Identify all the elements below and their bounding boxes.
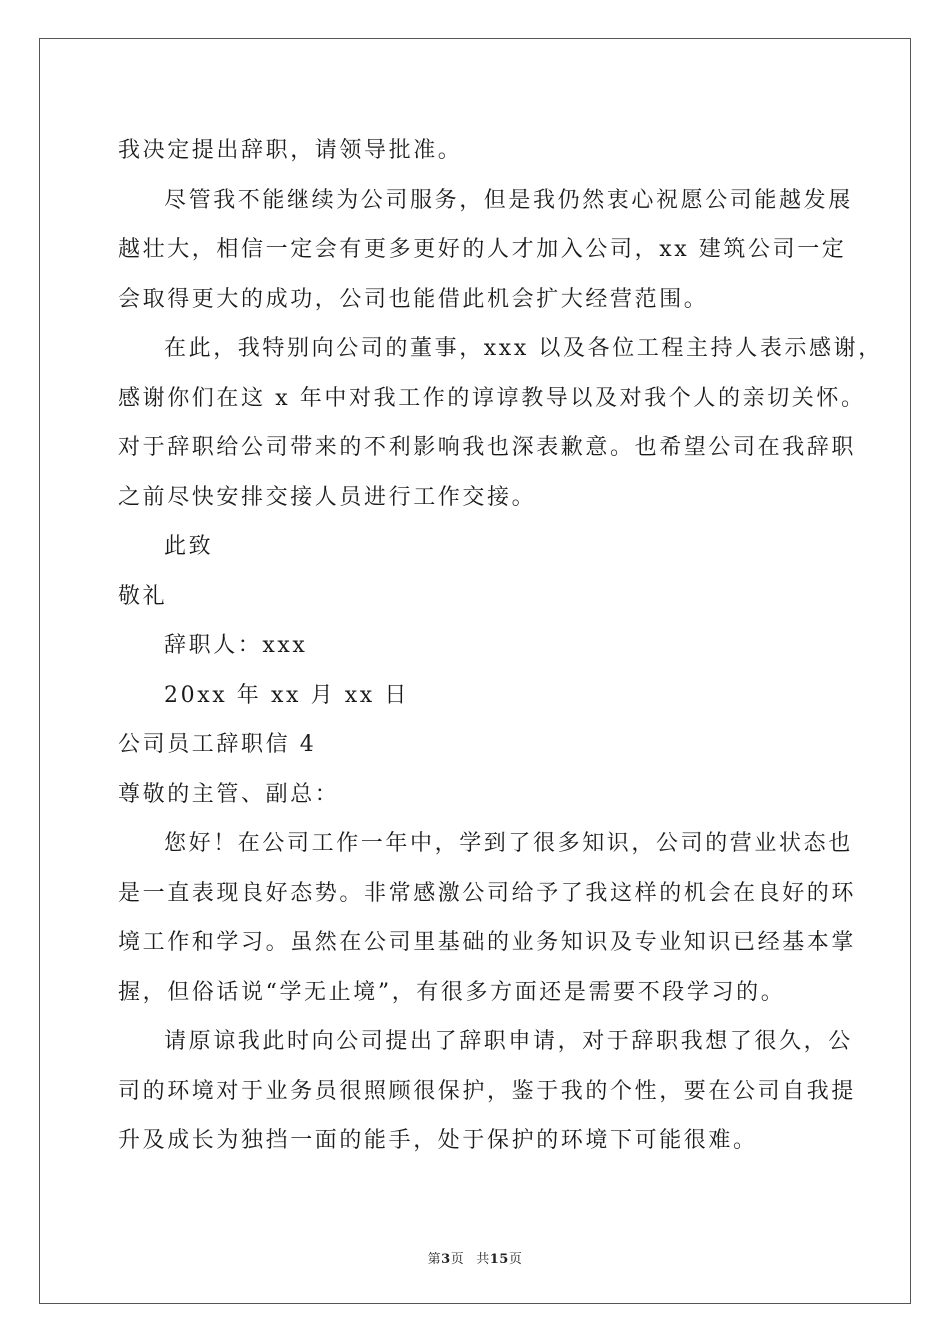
- text-line: 司的环境对于业务员很照顾很保护，鉴于我的个性，要在公司自我提: [118, 1078, 857, 1104]
- salutation-closing: 此致: [164, 534, 214, 559]
- date-line: 20xx 年 xx 月 xx 日: [164, 682, 410, 708]
- total-prefix: 共: [476, 1252, 490, 1267]
- document-body: [118, 126, 883, 1166]
- text-line: 对于辞职给公司带来的不利影响我也深表歉意。也希望公司在我辞职: [118, 435, 857, 460]
- total-suffix: 页: [508, 1252, 523, 1267]
- text-line: 境工作和学习。虽然在公司里基础的业务知识及专业知识已经基本掌: [118, 930, 857, 955]
- text-line: 我决定提出辞职，请领导批准。: [118, 138, 463, 163]
- total-pages: 15: [489, 1252, 509, 1267]
- signature-line: 辞职人：xxx: [164, 633, 308, 658]
- text-line: 请原谅我此时向公司提出了辞职申请，对于辞职我想了很久，公: [164, 1029, 853, 1054]
- page-suffix: 页: [450, 1252, 465, 1267]
- text-line: 您好！在公司工作一年中，学到了很多知识，公司的营业状态也: [164, 831, 853, 856]
- text-line: 感谢你们在这 x 年中对我工作的谆谆教导以及对我个人的亲切关怀。: [118, 385, 866, 411]
- text-line: 越壮大，相信一定会有更多更好的人才加入公司，xx 建筑公司一定: [118, 237, 847, 262]
- text-line: 尽管我不能继续为公司服务，但是我仍然衷心祝愿公司能越发展: [164, 187, 853, 213]
- text-line: 之前尽快安排交接人员进行工作交接。: [118, 484, 537, 510]
- text-line: 在此，我特别向公司的董事，xxx 以及各位工程主持人表示感谢，: [164, 336, 883, 361]
- letter-greeting: 尊敬的主管、副总：: [118, 781, 340, 807]
- text-line: 是一直表现良好态势。非常感激公司给予了我这样的机会在良好的环: [118, 880, 857, 906]
- page-prefix: 第: [427, 1252, 442, 1267]
- text-line: 握，但俗话说“学无止境”，有很多方面还是需要不段学习的。: [118, 979, 786, 1005]
- page-footer: [0, 1248, 950, 1267]
- text-line: 升及成长为独挡一面的能手，处于保护的环境下可能很难。: [118, 1128, 758, 1153]
- text-line: 会取得更大的成功，公司也能借此机会扩大经营范围。: [118, 286, 709, 312]
- page-number: 3: [441, 1252, 451, 1267]
- section-title: 公司员工辞职信 4: [118, 732, 317, 757]
- salutation-regards: 敬礼: [118, 583, 168, 609]
